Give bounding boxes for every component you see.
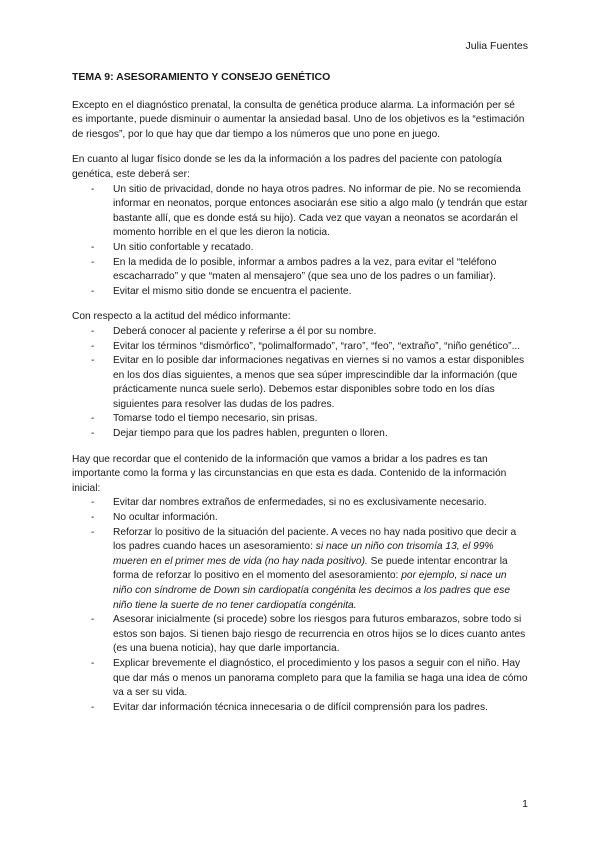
document-title: TEMA 9: ASESORAMIENTO Y CONSEJO GENÉTICO [72, 71, 331, 83]
intro-paragraph: Excepto en el diagnóstico prenatal, la consulta de genética produce alarma. La información per sé es importante, puede disminuir o aumentar la ansiedad basal. Uno de los objetivos es la “estimación de riesgos”, por lo que hay que dar tiempo a los números que uno pone en juego. [72, 99, 525, 140]
item-text: Se puede intentar encontrar la forma de reforzar lo positivo en el momento del asesoramiento: [113, 555, 508, 582]
section2-list [72, 325, 528, 442]
list-item: - Explicar brevemente el diagnóstico, el procedimiento y los pasos a seguir con el niño. Hay que dar más o menos un panorama completo para que la familia se haga una idea de cómo va a ser su vida. [72, 657, 528, 701]
item-text: Reforzar lo positivo de la situación del paciente. A veces no hay nada positivo que decir a los padres cuando haces un asesoramiento: [113, 526, 517, 553]
list-item: - Un sitio de privacidad, donde no haya otros padres. No informar de pie. No se recomienda informar en neonatos, porque entonces asociarán ese sitio a algo malo (y tendrán que estar bastante allí, que es donde está su hijo). Cada vez que vayan a neonatos se acordarán el momento horrible en el que les dieron la noticia. [72, 183, 528, 241]
list-item: - Dejar tiempo para que los padres hablen, pregunten o lloren. [72, 427, 528, 442]
list-item: - Evitar el mismo sitio donde se encuentra el paciente. [72, 285, 528, 300]
list-item: - Tomarse todo el tiempo necesario, sin prisas. [72, 412, 528, 427]
section2-intro: Con respecto a la actitud del médico informante: [72, 311, 291, 323]
list-item: - No ocultar información. [72, 511, 528, 526]
list-item: - Evitar dar nombres extraños de enfermedades, si no es exclusivamente necesario. [72, 496, 528, 511]
section3-intro: Hay que recordar que el contenido de la información que vamos a bridar a los padres es tan importante como la forma y las circunstancias en que esta es dada. Contenido de la información inicial: [72, 453, 507, 494]
list-item: - Evitar dar información técnica innecesaria o de difícil comprensión para los padres. [72, 701, 528, 716]
document-body [72, 70, 528, 726]
section1-intro: En cuanto al lugar físico donde se les da la información a los padres del paciente con patología genética, este deberá ser: [72, 154, 502, 180]
section3-list [72, 496, 528, 715]
list-item: - Un sitio confortable y recatado. [72, 241, 528, 256]
page-number: 1 [522, 798, 528, 810]
example-text: por ejemplo, si nace un niño con síndrome de Down sin cardiopatía congénita les decimos a los padres que ese niño tiene la suerte de no tener cardiopatía congénita. [113, 570, 510, 611]
list-item: - En la medida de lo posible, informar a ambos padres a la vez, para evitar el “teléfono escacharrado” y que “maten al mensajero” (que sea uno de los padres o un familiar). [72, 256, 528, 285]
author-name: Julia Fuentes [465, 40, 528, 52]
list-item: - Deberá conocer al paciente y referirse a él por su nombre. [72, 325, 528, 340]
list-item [72, 526, 528, 614]
list-item: - Asesorar inicialmente (si procede) sobre los riesgos para futuros embarazos, sobre todo si estos son bajos. Si tienen bajo riesgo de recurrencia en otros hijos se lo dices cuanto antes (es una buena noticia), hay que darle importancia. [72, 613, 528, 657]
section1-list [72, 183, 528, 300]
list-item: - Evitar los términos “dismórfico”, “polimalformado”, “raro”, “feo”, “extraño”, “niño genético”... [72, 340, 528, 355]
list-item: - Evitar en lo posible dar informaciones negativas en viernes si no vamos a estar disponibles en los dos días siguientes, a menos que sea súper imprescindible dar la información (que prácticamente nunca suele serlo). Debemos estar disponibles sobre todo en los días siguientes para resolver las dudas de los padres. [72, 354, 528, 412]
example-text: si nace un niño con trisomía 13, el 99% mueren en el primer mes de vida (no hay nada positivo). [113, 541, 494, 567]
